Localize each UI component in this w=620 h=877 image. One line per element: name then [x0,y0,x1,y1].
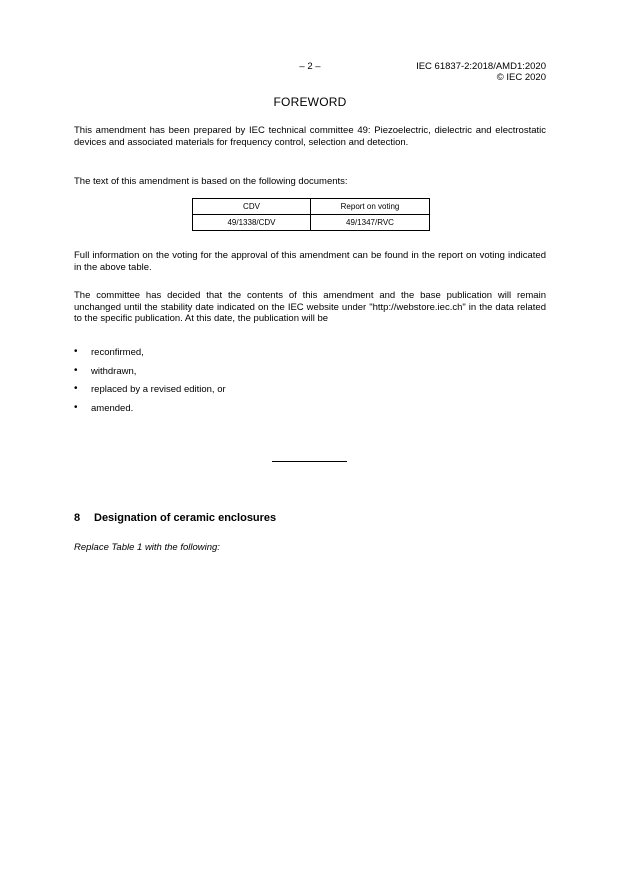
paragraph-committee: This amendment has been prepared by IEC technical committee 49: Piezoelectric, dielectric and electrostatic devices and associated materials for frequency control, selection and detection. [74,125,546,148]
section-divider [272,461,347,462]
list-item [74,366,546,385]
foreword-title: FOREWORD [273,95,347,109]
section-title: Designation of ceramic enclosures [94,512,277,524]
table-cell-rvc: 49/1347/RVC [311,215,430,231]
list-item-text: replaced by a revised edition, or [91,384,226,395]
table-row [193,215,430,231]
document-id: IEC 61837-2:2018/AMD1:2020 [416,61,546,72]
replacement-instruction: Replace Table 1 with the following: [74,542,220,553]
list-item [74,403,546,422]
bullet-icon: • [74,383,78,394]
section-heading [74,512,276,524]
document-header [416,61,546,83]
paragraph-documents-intro: The text of this amendment is based on the following documents: [74,176,348,187]
list-item-text: withdrawn, [91,365,137,377]
table-cell-cdv: 49/1338/CDV [193,215,311,231]
paragraph-stability: The committee has decided that the contents of this amendment and the base publication will remain unchanged until the stability date indicated on the IEC website under "http://webstore.iec.ch" in the data related to the specific publication. At this date, the publication will be [74,290,546,324]
list-item-text: amended. [91,402,134,414]
paragraph-voting-info: Full information on the voting for the approval of this amendment can be found in the report on voting indicated in the above table. [74,250,546,273]
list-item [74,384,546,403]
table-header-row [193,199,430,215]
list-item [74,347,546,366]
outcome-list [74,347,546,421]
bullet-icon: • [74,364,78,376]
table-header-cdv: CDV [193,199,311,215]
bullet-icon: • [74,401,78,413]
page-number: – 2 – [299,61,321,72]
section-number: 8 [74,512,81,524]
bullet-icon: • [74,346,78,357]
copyright-notice: © IEC 2020 [496,72,546,83]
voting-table [192,198,430,231]
list-item-text: reconfirmed, [91,347,144,358]
table-header-report: Report on voting [311,199,430,215]
